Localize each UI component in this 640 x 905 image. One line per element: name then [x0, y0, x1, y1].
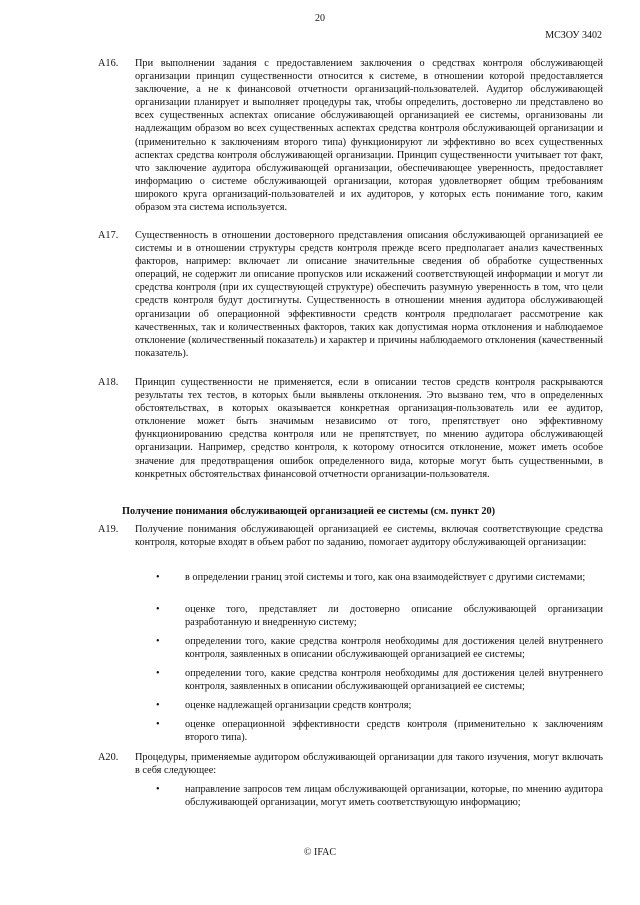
paragraph-text: Принцип существенности не применяется, если в описании тестов средств контроля раскрываются результаты тех тестов, в которых были выявлены отклонения. Это вызвано тем, что в определенных обстоятельствах, в которых оказывается конкретная организация-пользователь или ее аудитор, отклонение может быть значимым независимо от того, препятствует оно эффективному функционированию средства контроля или не препятствует, по мнению аудитора обслуживающей организации. Например, средство контроля, к которому относится отклонение, может иметь особое значение для предотвращения ошибок определенного вида, которые могут быть существенными, в конкретных обстоятельствах финансовой отчетности организации-пользователя. [135, 377, 603, 480]
list-item-text: направление запросов тем лицам обслуживающей организации, которые, по мнению аудитора обслуживающей организации, могут иметь соответствующую информацию; [185, 784, 603, 809]
paragraph-label: A18. [98, 377, 119, 388]
paragraph-label: A20. [98, 752, 119, 763]
list-item [156, 699, 603, 712]
bullet-icon: • [156, 636, 160, 647]
paragraph-text: Получение понимания обслуживающей организацией ее системы, включая соответствующие средства контроля, которые входят в объем работ по заданию, помогает аудитору обслуживающей организации: [135, 524, 603, 549]
list-item-text: определении того, какие средства контроля необходимы для достижения целей внутреннего контроля, заявленных в описании обслуживающей организацией ее системы; [185, 668, 603, 693]
paragraph-text: Процедуры, применяемые аудитором обслуживающей организации для такого изучения, могут включать в себя следующее: [135, 752, 603, 777]
list-item [156, 571, 603, 584]
list-item-text: оценке надлежащей организации средств контроля; [185, 700, 412, 711]
paragraph-a16 [98, 57, 603, 214]
paragraph-label: A19. [98, 524, 119, 535]
paragraph-text: При выполнении задания с предоставлением заключения о средствах контроля обслуживающей организации принцип существенности относится к системе, в отношении которой предоставляется заключение, а не к финансовой отчетности организаций-пользователей. Аудитор обслуживающей организации планирует и выполняет процедуры так, чтобы определить, достоверно ли представлено во всех существенных аспектах описание обслуживающей организацией ее системы, организованы ли надлежащим образом во всех существенных аспектах средства контроля обслуживающей организации и (применительно к заключениям второго типа) функционируют ли эффективно во всех существенных аспектах средства контроля обслуживающей организации. Принцип существенности учитывает тот факт, что заключение аудитора обслуживающей организации, обеспечивающее уверенность, предоставляет информацию о системе обслуживающей организации, которая удовлетворяет общим требованиям широкого круга организаций-пользователей и их аудиторов, у которых есть понимание того, каким образом эта система используется. [135, 58, 603, 214]
paragraph-a17 [98, 229, 603, 360]
bullet-icon: • [156, 784, 160, 795]
list-item-text: определении того, какие средства контроля необходимы для достижения целей внутреннего контроля, заявленных в описании обслуживающей организацией ее системы; [185, 636, 603, 661]
list-item-text: оценке того, представляет ли достоверно описание обслуживающей организации разработанную и внедренную систему; [185, 604, 603, 629]
bullet-icon: • [156, 700, 160, 711]
list-item [156, 603, 603, 629]
paragraph-text: Существенность в отношении достоверного представления описания обслуживающей организацией ее системы и в отношении структуры средств контроля прежде всего предполагает анализ качественных факторов, например: включает ли описание значительные сведения об обработке существенных операций, не содержит ли описание пропусков или искажений соответствующей информации и могут ли средства контроля (при их существующей структуре) обеспечить разумную уверенность в том, что цели средств контроля будут достигнуты. Существенность в отношении мнения аудитора обслуживающей организации об операционной эффективности средств контроля предполагает рассмотрение как качественных, так и количественных факторов, таких как допустимая норма отклонения и наблюдаемое отклонение (количественный показатель) и характер и причины наблюдаемого отклонения (качественный показатель). [135, 230, 603, 359]
bullet-icon: • [156, 604, 160, 615]
list-item [156, 667, 603, 693]
list-item-text: в определении границ этой системы и того, как она взаимодействует с другими системами; [185, 572, 586, 583]
page-number: 20 [315, 13, 325, 24]
bullet-icon: • [156, 668, 160, 679]
paragraph-label: A16. [98, 58, 119, 69]
list-item [156, 783, 603, 809]
paragraph-a19 [98, 523, 603, 549]
footer-copyright: © IFAC [303, 847, 337, 858]
paragraph-a18 [98, 376, 603, 481]
bullet-icon: • [156, 719, 160, 730]
bullet-icon: • [156, 572, 160, 583]
paragraph-a20 [98, 751, 603, 777]
section-heading: Получение понимания обслуживающей организацией ее системы (см. пункт 20) [122, 506, 496, 517]
list-item [156, 718, 603, 744]
list-item-text: оценке операционной эффективности средств контроля (применительно к заключениям второго типа). [185, 719, 603, 744]
standard-code: МСЗОУ 3402 [545, 30, 602, 41]
list-item [156, 635, 603, 661]
paragraph-label: A17. [98, 230, 119, 241]
